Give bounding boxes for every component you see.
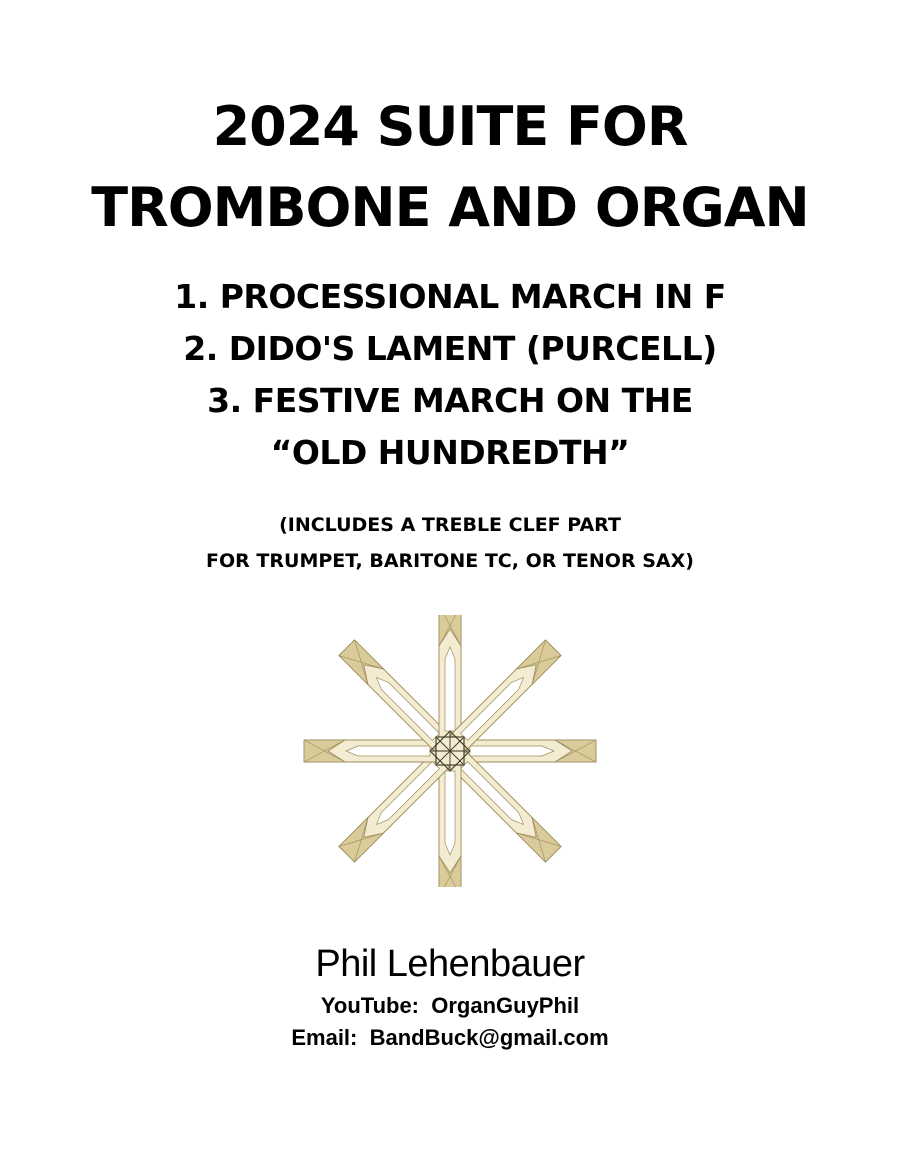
youtube-line: YouTube: OrganGuyPhil: [320, 993, 580, 1018]
email-line: Email: BandBuck@gmail.com: [291, 1025, 609, 1050]
organ-pipe-star-icon: [300, 615, 600, 887]
emblem-arm: [339, 640, 449, 750]
emblem-arm: [462, 740, 596, 762]
emblem-arm: [339, 752, 449, 862]
emblem-arm: [451, 752, 561, 862]
title-line-2: TROMBONE AND ORGAN: [91, 176, 809, 239]
emblem-arm: [451, 640, 561, 750]
instrument-note-line-2: FOR TRUMPET, BARITONE TC, OR TENOR SAX): [206, 550, 694, 572]
title-line-1: 2024 SUITE FOR: [212, 95, 688, 158]
author-name: Phil Lehenbauer: [315, 943, 585, 985]
emblem-arm: [304, 740, 438, 762]
movement-1: 1. PROCESSIONAL MARCH IN F: [174, 277, 726, 316]
emblem-arm: [439, 615, 461, 739]
movement-3-continued: “OLD HUNDREDTH”: [270, 433, 630, 472]
emblem-center: [430, 731, 470, 771]
movement-3: 3. FESTIVE MARCH ON THE: [207, 381, 693, 420]
emblem-arm: [439, 763, 461, 887]
instrument-note-line-1: (INCLUDES A TREBLE CLEF PART: [279, 514, 621, 536]
movement-2: 2. DIDO'S LAMENT (PURCELL): [183, 329, 717, 368]
